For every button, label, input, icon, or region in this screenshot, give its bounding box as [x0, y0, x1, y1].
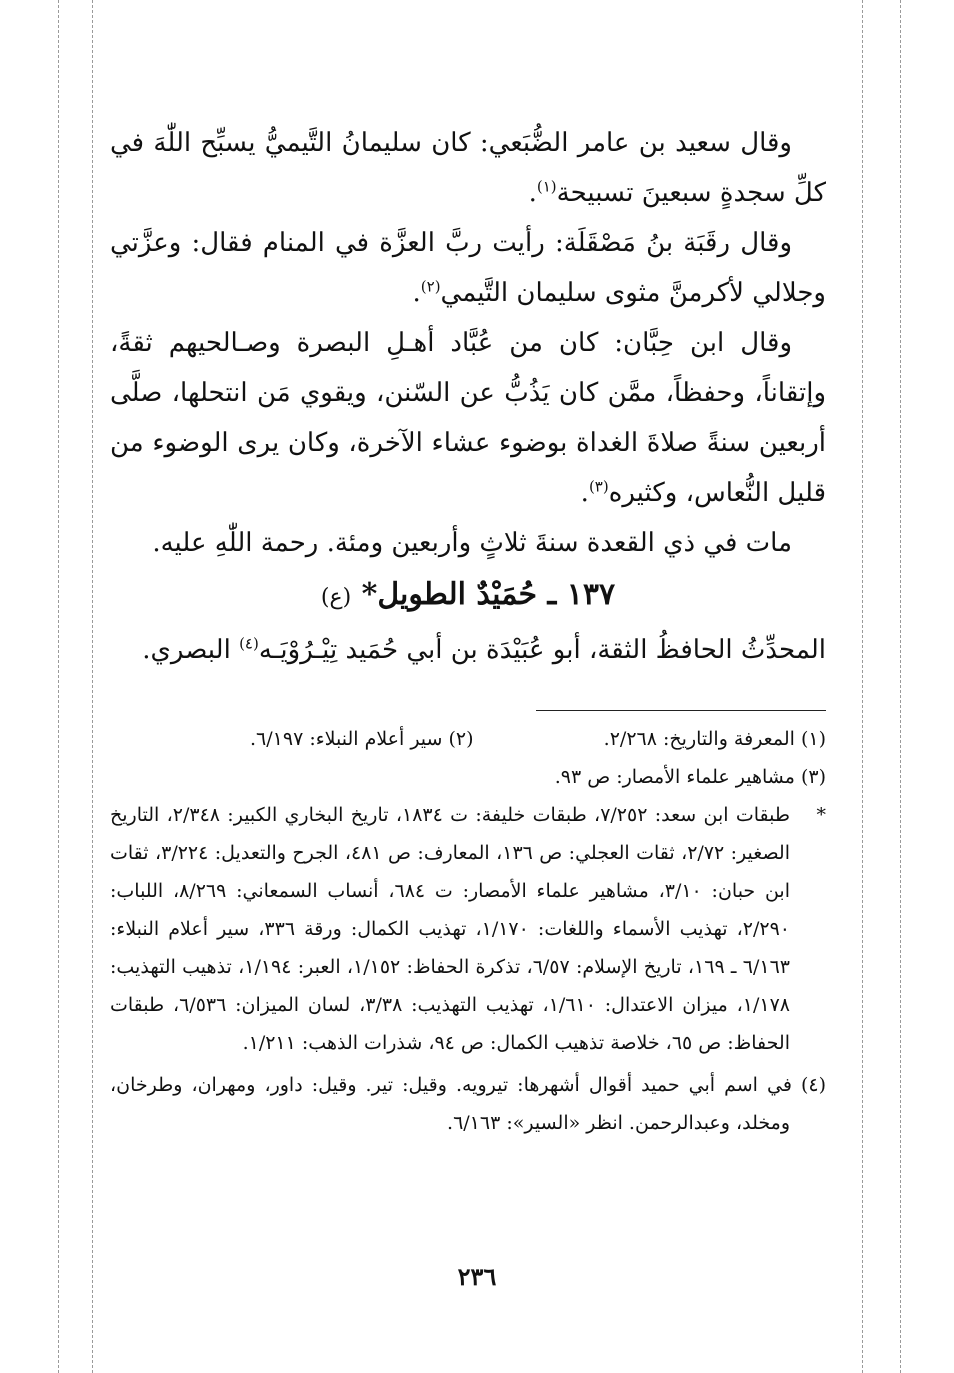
footnote-ref: (٢): [420, 277, 441, 296]
text-line: مات في ذي القعدة سنةَ ثلاثٍ وأربعين ومئة. رحمة اللّٰهِ عليه.: [152, 528, 792, 558]
page-number: ٢٣٦: [457, 1262, 497, 1291]
paragraph-3: [110, 318, 826, 518]
footnote-2: (٢) سير أعلام النبلاء: ٦/١٩٧.: [250, 728, 474, 750]
text-line: وجلالي لأكرمنَّ مثوى سليمان التَّيمي$^{(٢)}$.: [412, 277, 826, 308]
heading-title: ١٣٧ ـ حُمَيْدٌ الطويل*: [361, 577, 616, 612]
text-line: وقال ابن حِبَّان: كان من عُبَّاد أهـلِ البصرة وصـالحيهم ثقةً،: [110, 328, 792, 358]
footnotes: [110, 720, 826, 1142]
footnote-ref: (٤): [239, 634, 259, 653]
paragraph-1: [110, 118, 826, 218]
scan-guide-line: [862, 0, 863, 1373]
entry-heading: [110, 568, 826, 625]
footnote-ref: (٣): [588, 477, 609, 496]
star-icon: *: [816, 804, 826, 826]
paragraph-2: [110, 218, 826, 318]
footnote-1: (١) المعرفة والتاريخ: ٢/٢٦٨.: [603, 728, 826, 750]
heading-tag: (ع): [320, 585, 352, 610]
paragraph-5: [110, 625, 826, 675]
text-line: قليل النُّعاس، وكثيره$^{(٣)}$.: [580, 477, 826, 508]
footnote-row: [110, 720, 826, 758]
footnote-4: (٤) في اسم أبي حميد أقوال أشهرها: تيرويه. وقيل: تير. وقيل: داور، ومهران، وطرخان، ومخلد، وعبدالرحمن. انظر «السير»: ٦/١٦٣.: [110, 1074, 826, 1134]
text-line: أربعين سنةً صلاةَ الغداة بوضوء عشاء الآخرة، وكان يرى الوضوء من: [110, 428, 826, 458]
paragraph-4: [110, 518, 826, 568]
scan-guide-line: [92, 0, 93, 1373]
text-line: كلِّ سجدةٍ سبعينَ تسبيحة$^{(١)}$.: [528, 177, 826, 208]
text-line: المحدِّثُ الحافظُ الثقة، أبو عُبَيْدَة بن أبي حُمَيد تِيْـرُوْيَـه$^{(٤)}$ البصري.: [142, 634, 826, 665]
footnote-separator: [536, 710, 826, 711]
scan-guide-line: [900, 0, 901, 1373]
footnote-ref: (١): [536, 177, 557, 196]
main-text: [110, 118, 826, 675]
scan-guide-line: [58, 0, 59, 1373]
text-line: وإتقاناً، وحفظاً، ممَّن كان يَذُبُّ عن السّنن، ويقوي مَن انتحلها، صلَّى: [110, 378, 826, 408]
footnote-star: *طبقات ابن سعد: ٧/٢٥٢، طبقات خليفة: ت ١٨٣٤، تاريخ البخاري الكبير: ٢/٣٤٨، التاريخ الصغير: ٢/٧٢، ثقات العجلي: ص ١٣٦، المعارف: ص ٤٨١، الجرح والتعديل: ٣/٢٢٤، ثقات ابن حبان: ٣/١٠، مشاهير علماء الأمصار: ت ٦٨٤، أنساب السمعاني: ٨/٢٦٩، اللباب: ٢/٢٩٠، تهذيب الأسماء واللغات: ١/١٧٠، تهذيب الكمال: ورقة ٣٣٦، سير أعلام النبلاء: ٦/١٦٣ ـ ١٦٩، تاريخ الإسلام: ٦/٥٧، تذكرة الحفاظ: ١/١٥٢، العبر: ١/١٩٤، تذهيب التهذيب: ١/١٧٨، ميزان الاعتدال: ١/٦١٠، تهذيب التهذيب: ٣/٣٨، لسان الميزان: ٦/٥٣٦، طبقات الحفاظ: ص ٦٥، خلاصة تذهيب الكمال: ص ٩٤، شذرات الذهب: ١/٢١١.: [110, 796, 826, 1062]
text-line: وقال رقَبَة بنُ مَصْقَلَة: رأيت ربَّ العزَّة في المنام فقال: وعزَّتي: [110, 228, 792, 258]
text-line: وقال سعيد بن عامر الضُّبَعي: كان سليمانُ التَّيميُّ يسبِّح اللّٰهَ في: [110, 128, 792, 158]
footnote-3: (٣) مشاهير علماء الأمصار: ص ٩٣.: [554, 766, 826, 788]
